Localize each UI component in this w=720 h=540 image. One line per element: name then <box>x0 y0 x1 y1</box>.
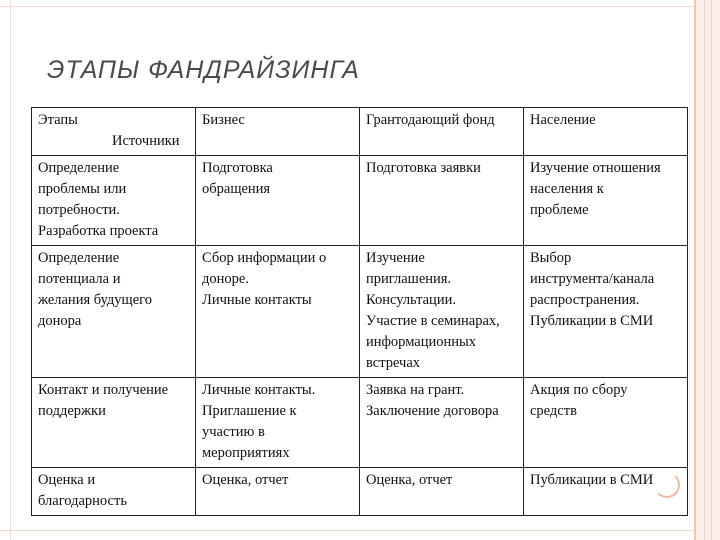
table-cell <box>196 156 360 246</box>
header-business: Бизнес <box>202 112 245 128</box>
header-fund: Грантодающий фонд <box>366 112 495 128</box>
table-cell <box>360 246 524 378</box>
fundraising-stages-table <box>31 107 688 516</box>
table-cell <box>524 246 688 378</box>
table-cell <box>32 156 196 246</box>
population-text: Публикации в СМИ <box>530 472 654 488</box>
slide-frame-left <box>0 0 11 540</box>
slide-frame-right <box>694 0 720 540</box>
slide-frame-stripe <box>704 0 712 540</box>
population-text: Выбор инструмента/канала распространения. Публикации в СМИ <box>530 250 655 329</box>
header-cell-stages-sources <box>32 108 196 156</box>
table-cell <box>196 246 360 378</box>
table-cell <box>32 246 196 378</box>
business-text: Оценка, отчет <box>202 472 289 488</box>
stage-text: Оценка и благодарность <box>38 472 127 509</box>
fund-text: Оценка, отчет <box>366 472 453 488</box>
header-cell-business <box>196 108 360 156</box>
table-cell <box>360 156 524 246</box>
stage-text: Определение проблемы или потребности. Разработка проекта <box>38 160 159 239</box>
business-text: Подготовка обращения <box>202 160 273 197</box>
header-cell-fund <box>360 108 524 156</box>
table-cell <box>32 378 196 468</box>
fund-text: Изучение приглашения. Консультации. Участие в семинарах, информационных встречах <box>366 250 500 371</box>
slide-frame-bottom <box>0 530 694 531</box>
business-text: Сбор информации о доноре. Личные контакты <box>202 250 327 308</box>
table-cell <box>360 378 524 468</box>
table-cell <box>196 468 360 516</box>
header-sources: Источники <box>112 133 180 149</box>
header-cell-population <box>524 108 688 156</box>
population-text: Изучение отношения населения к проблеме <box>530 160 661 218</box>
business-text: Личные контакты. Приглашение к участию в мероприятиях <box>202 382 316 461</box>
population-text: Акция по сбору средств <box>530 382 628 419</box>
fund-text: Заявка на грант. Заключение договора <box>366 382 499 419</box>
fund-text: Подготовка заявки <box>366 160 481 176</box>
table-cell <box>360 468 524 516</box>
table-cell <box>196 378 360 468</box>
table-cell <box>524 156 688 246</box>
stage-text: Определение потенциала и желания будущего донора <box>38 250 152 329</box>
slide-title: ЭТАПЫ ФАНДРАЙЗИНГА <box>47 56 360 84</box>
table-cell <box>524 468 688 516</box>
table-header-row <box>32 108 688 156</box>
table-row <box>32 378 688 468</box>
slide-frame-top <box>0 0 694 7</box>
table-cell <box>32 468 196 516</box>
table-cell <box>524 378 688 468</box>
header-stages: Этапы <box>38 112 78 128</box>
table-row <box>32 468 688 516</box>
table-row <box>32 246 688 378</box>
table-row <box>32 156 688 246</box>
stage-text: Контакт и получение поддержки <box>38 382 169 419</box>
header-population: Население <box>530 112 596 128</box>
